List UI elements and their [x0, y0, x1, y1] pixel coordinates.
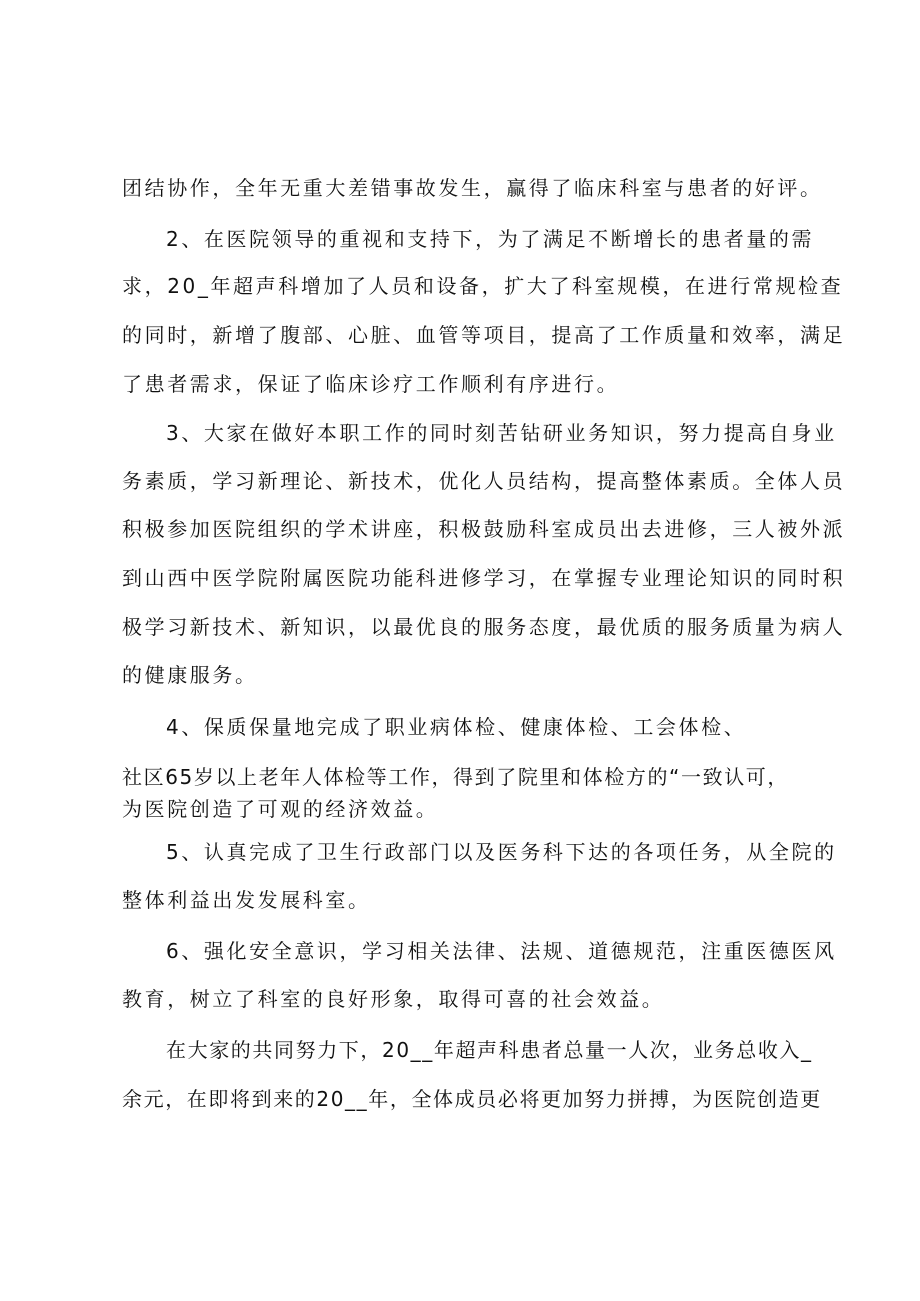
text-line: 极学习新技术、新知识，以最优良的服务态度，最优质的服务质量为病人 — [122, 615, 846, 639]
text-line: 社区65岁以上老年人体检等工作，得到了院里和体检方的“一致认可， — [122, 765, 790, 789]
text-line: 4、保质保量地完成了职业病体检、健康体检、工会体检、 — [166, 715, 747, 739]
text-line: 余元，在即将到来的20__年，全体成员必将更加努力拼搏，为医院创造更 — [122, 1087, 822, 1111]
text-line: 到山西中医学院附属医院功能科进修学习，在掌握专业理论知识的同时积 — [122, 566, 846, 590]
text-line: 整体利益出发发展科室。 — [122, 888, 371, 912]
text-line: 在大家的共同努力下，20__年超声科患者总量一人次，业务总收入_ — [166, 1038, 813, 1062]
text-line: 的同时，新增了腹部、心脏、血管等项目，提高了工作质量和效率，满足 — [122, 323, 846, 347]
text-line: 了患者需求，保证了临床诊疗工作顺利有序进行。 — [122, 372, 620, 396]
text-line: 务素质，学习新理论、新技术，优化人员结构，提高整体素质。全体人员 — [122, 469, 846, 493]
text-line: 6、强化安全意识，学习相关法律、法规、道德规范，注重医德医风 — [166, 939, 837, 963]
text-line: 求，20_年超声科增加了人员和设备，扩大了科室规模，在进行常规检查 — [122, 274, 844, 298]
text-line: 5、认真完成了卫生行政部门以及医务科下达的各项任务，从全院的 — [166, 840, 837, 864]
text-line: 的健康服务。 — [122, 663, 258, 687]
text-line: 为医院创造了可观的经济效益。 — [122, 797, 439, 821]
text-line: 积极参加医院组织的学术讲座，积极鼓励科室成员出去进修，三人被外派 — [122, 517, 846, 541]
text-line: 3、大家在做好本职工作的同时刻苦钻研业务知识，努力提高自身业 — [166, 421, 837, 445]
text-line: 教育，树立了科室的良好形象，取得可喜的社会效益。 — [122, 987, 665, 1011]
text-line: 2、在医院领导的重视和支持下，为了满足不断增长的患者量的需 — [166, 227, 815, 251]
text-line: 团结协作，全年无重大差错事故发生，赢得了临床科室与患者的好评。 — [122, 176, 823, 200]
